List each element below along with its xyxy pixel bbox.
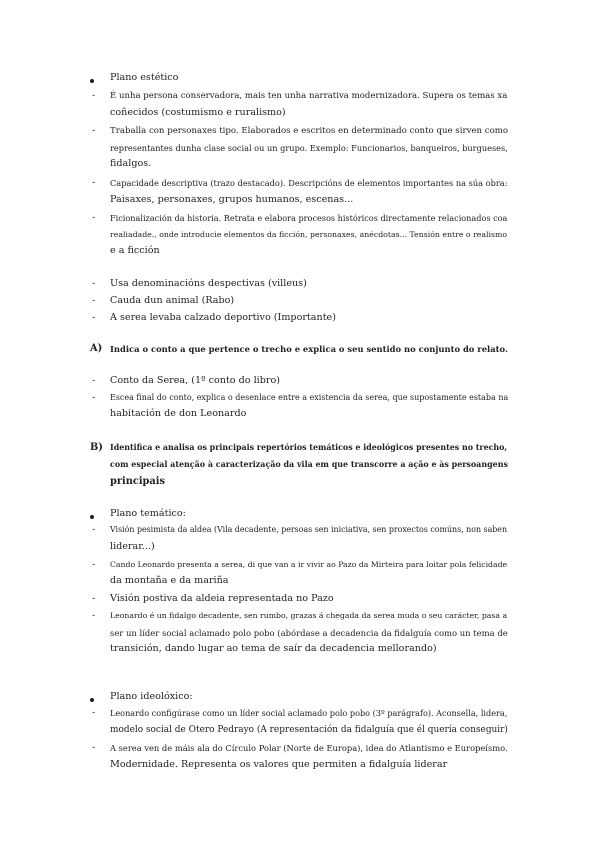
bullet-dot: [90, 515, 94, 519]
section-title-ideoloxico: Plano ideolóxico:: [110, 691, 193, 702]
dash-marker: -: [92, 742, 96, 753]
list-item-line: transición, dando lugar ao tema de saír da decadencia mellorando): [110, 643, 437, 654]
dash-marker: -: [92, 375, 96, 386]
bullet-dot: [90, 698, 94, 702]
list-item-line: Leonardo configúrase como un líder social aclamado polo pobo (3º parágrafo). Aconsella, lidera,: [110, 708, 508, 718]
question-a-text: Indica o conto a que pertence o trecho e explica o seu sentido no conjunto do relato.: [110, 344, 508, 354]
list-item-line: A serea ven de máis ala do Círculo Polar (Norte de Europa), idea do Atlantismo e Europeísmo.: [110, 743, 508, 753]
dash-marker: -: [92, 707, 96, 718]
dash-marker: -: [92, 212, 96, 223]
list-item-line: modelo social de Otero Pedrayo (A representación da fidalguía que él quería conseguir): [110, 725, 508, 735]
list-item-line: Capacidade descriptiva (trazo destacado). Descripcións de elementos importantes na súa obra:: [110, 178, 508, 188]
list-item-line: coñecidos (costumismo e ruralismo): [110, 107, 286, 118]
list-item-line: Escea final do conto, explica o desenlace entre a existencia da serea, que supostamente estaba na: [110, 393, 509, 402]
dash-marker: -: [92, 177, 96, 188]
list-item-line: da montaña e da mariña: [110, 575, 229, 586]
list-item-line: Usa denominacións despectivas (villeus): [110, 278, 307, 289]
section-title-estetico: Plano estético: [110, 72, 179, 83]
dash-marker: -: [92, 524, 96, 535]
list-item-line: e a ficción: [110, 245, 160, 256]
dash-marker: -: [92, 90, 96, 101]
list-item-line: É unha persona conservadora, mais ten unha narrativa modernizadora. Supera os temas xa: [110, 91, 508, 101]
list-item-line: habitación de don Leonardo: [110, 408, 247, 419]
question-b-marker: B): [90, 442, 103, 453]
list-item-line: fidalgos.: [110, 158, 152, 169]
list-item-line: Leonardo é un fidalgo decadente, sen rumbo, grazas á chegada da serea muda o seu carácter, pasa a: [110, 611, 508, 620]
list-item-line: Visión pesimista da aldea (Vila decadente, persoas sen iniciativa, sen proxectos comúns, non saben: [110, 525, 508, 534]
question-b-line: principais: [110, 476, 165, 487]
dash-marker: -: [92, 125, 96, 136]
dash-marker: -: [92, 295, 96, 306]
list-item-line: Visión postiva da aldeia representada no Pazo: [110, 593, 334, 604]
list-item-line: Ficionalización da historia. Retrata e elabora procesos históricos directamente relacionados coa: [110, 213, 508, 223]
question-a-marker: A): [90, 343, 103, 354]
bullet-dot: [90, 79, 94, 83]
list-item-line: liderar...): [110, 541, 155, 552]
list-item-line: realiadade., onde introducie elementos da ficción, personaxes, anécdotas... Tensión entre o realismo: [110, 230, 508, 239]
list-item-line: ser un líder social aclamado polo pobo (abórdase a decadencia da fidalguía como un tema de: [110, 628, 508, 638]
list-item-line: A serea levaba calzado deportivo (Importante): [110, 312, 336, 323]
dash-marker: -: [92, 312, 96, 323]
question-b-line: com especial atenção à caracterização da vila em que transcorre a ação e às persoangens: [110, 460, 508, 469]
list-item-line: Modernidade. Representa os valores que permiten a fidalguía liderar: [110, 759, 448, 770]
list-item-line: Cando Leonardo presenta a serea, di que van a ir vivir ao Pazo da Mirteira para loitar pola felicidade: [110, 560, 508, 569]
section-title-tematico: Plano temático:: [110, 508, 186, 519]
dash-marker: -: [92, 593, 96, 604]
list-item-line: Conto da Serea, (1º conto do libro): [110, 375, 280, 386]
list-item-line: Cauda dun animal (Rabo): [110, 295, 235, 306]
list-item-line: Paisaxes, personaxes, grupos humanos, escenas...: [110, 194, 354, 205]
list-item-line: representantes dunha clase social ou un grupo. Exemplo: Funcionarios, banqueiros, burgueses,: [110, 143, 508, 153]
dash-marker: -: [92, 392, 96, 403]
question-b-line: Identifica e analisa os principais repertórios temáticos e ideológicos presentes no trecho,: [110, 443, 508, 452]
dash-marker: -: [92, 559, 96, 570]
dash-marker: -: [92, 610, 96, 621]
list-item-line: Traballa con personaxes tipo. Elaborados e escritos en determinado conto que sirven como: [110, 126, 509, 136]
dash-marker: -: [92, 278, 96, 289]
